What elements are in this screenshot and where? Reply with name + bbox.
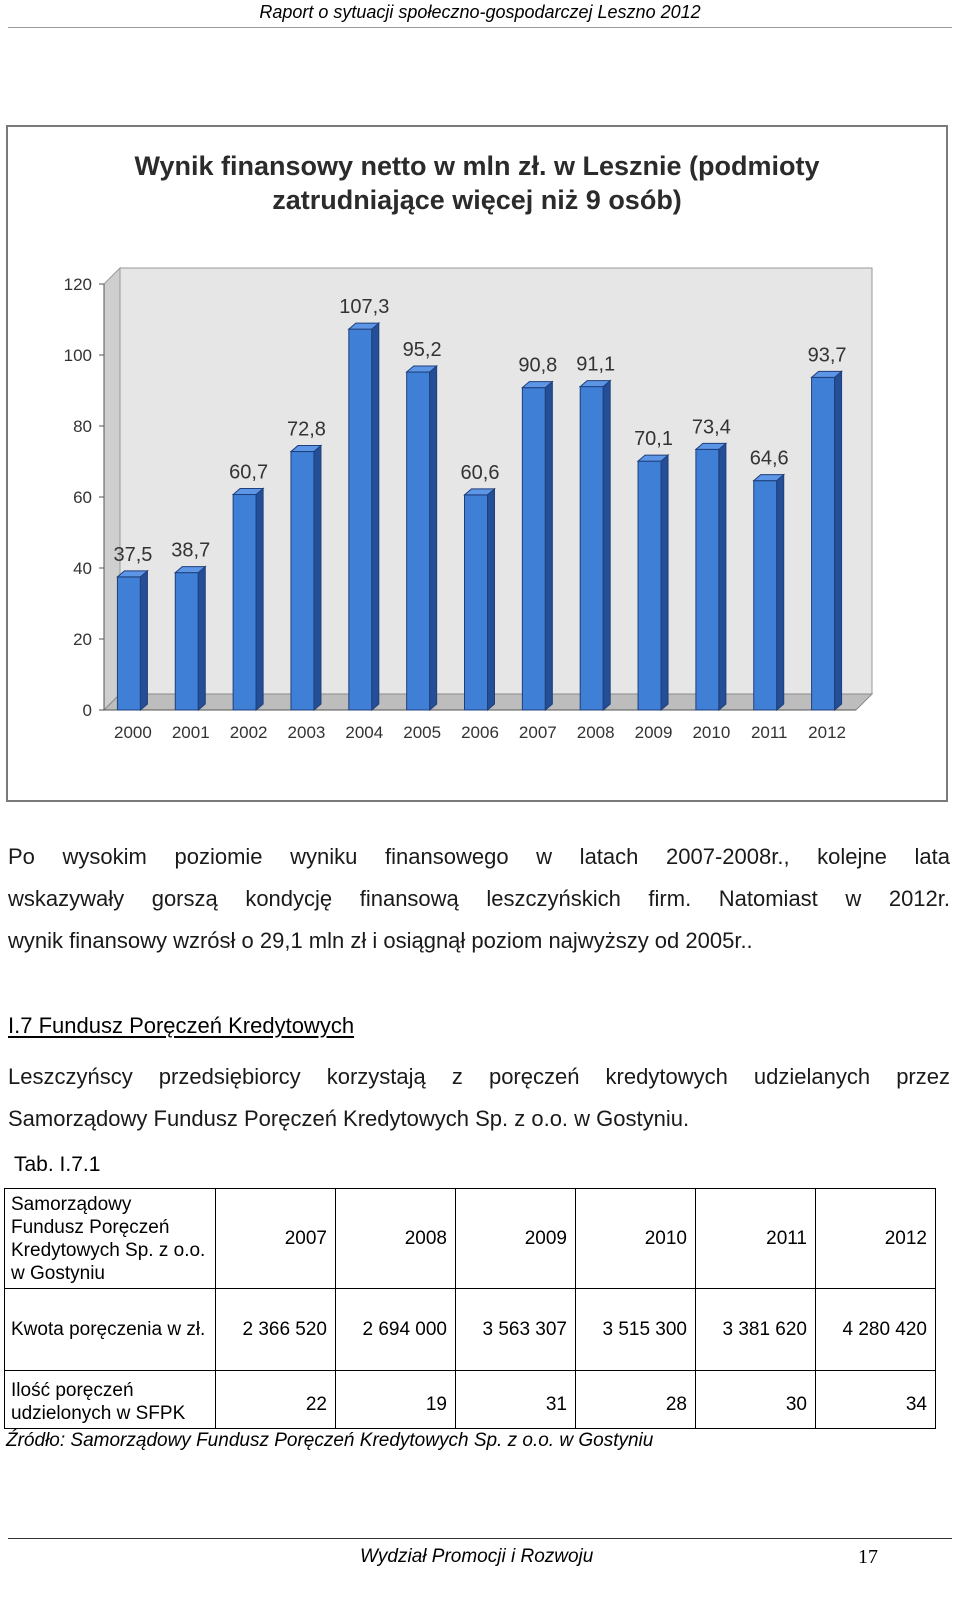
table-cell: 30	[696, 1371, 816, 1429]
x-tick-label: 2004	[345, 723, 384, 742]
table-cell: 2009	[456, 1189, 576, 1289]
footer-rule	[8, 1538, 952, 1539]
footer-department: Wydział Promocji i Rozwoju	[360, 1546, 594, 1567]
bar-side	[430, 366, 437, 710]
y-tick-label: 40	[73, 559, 92, 578]
bar	[522, 388, 545, 710]
x-tick-label: 2012	[808, 723, 846, 742]
chart-title-line-1: Wynik finansowy netto w mln zł. w Lesznie (podmioty	[134, 151, 820, 181]
table-cell: 34	[816, 1371, 936, 1429]
bar-value-label: 91,1	[576, 353, 616, 376]
bar-value-label: 37,5	[113, 543, 153, 566]
bar	[117, 577, 140, 710]
table-caption: Tab. I.7.1	[14, 1153, 101, 1176]
header-rule	[8, 27, 952, 28]
y-tick-label: 20	[73, 630, 92, 649]
bar-value-label: 64,6	[749, 447, 789, 470]
bar	[349, 329, 372, 710]
table-row	[5, 1189, 936, 1289]
table-cell: 3 563 307	[456, 1289, 576, 1371]
bar-value-label: 60,6	[460, 461, 500, 484]
y-tick-label: 60	[73, 488, 92, 507]
bar-side	[545, 382, 552, 710]
x-tick-label: 2007	[518, 723, 557, 742]
bar-side	[372, 323, 379, 710]
table-cell: 2007	[216, 1189, 336, 1289]
table-cell: 3 515 300	[576, 1289, 696, 1371]
bar-side	[140, 571, 147, 710]
bar	[407, 372, 430, 710]
bar	[812, 377, 835, 710]
row-label: Samorządowy Fundusz Poręczeń Kredytowych Sp. z o.o. w Gostyniu	[5, 1189, 216, 1289]
bar	[465, 495, 488, 710]
x-tick-label: 2003	[287, 723, 326, 742]
table-cell: 2011	[696, 1189, 816, 1289]
page-header: Raport o sytuacji społeczno-gospodarczej Leszno 2012	[259, 2, 701, 22]
table-cell: 22	[216, 1371, 336, 1429]
table-cell: 3 381 620	[696, 1289, 816, 1371]
table-cell: 19	[336, 1371, 456, 1429]
bar-value-label: 107,3	[339, 296, 390, 319]
table-cell: 28	[576, 1371, 696, 1429]
bar-value-label: 95,2	[402, 339, 442, 362]
table-row	[5, 1371, 936, 1429]
bar-value-label: 60,7	[229, 461, 269, 484]
table-cell: 4 280 420	[816, 1289, 936, 1371]
bar-side	[777, 475, 784, 710]
paragraph-line: wynik finansowy wzrósł o 29,1 mln zł i osiągnął poziom najwyższy od 2005r..	[8, 928, 753, 953]
bar-side	[256, 489, 263, 710]
x-tick-label: 2000	[114, 723, 152, 742]
bar	[696, 449, 719, 710]
bar	[580, 387, 603, 710]
bar-chart	[8, 127, 946, 800]
table-cell: 31	[456, 1371, 576, 1429]
bar-value-label: 73,4	[691, 416, 731, 439]
paragraph-line: Leszczyńscy przedsiębiorcy korzystają z poręczeń kredytowych udzielanych przez	[8, 1064, 950, 1089]
bar-side	[314, 446, 321, 710]
paragraph-fund	[8, 1056, 950, 1140]
bar-value-label: 90,8	[518, 354, 558, 377]
bar-value-label: 70,1	[634, 428, 674, 451]
bar-side	[198, 567, 205, 710]
bar	[233, 495, 256, 710]
bar-value-label: 72,8	[286, 418, 326, 441]
bar-value-label: 93,7	[807, 344, 847, 367]
chart-frame	[6, 125, 948, 802]
y-tick-label: 120	[63, 275, 92, 294]
x-tick-label: 2002	[229, 723, 268, 742]
x-tick-label: 2011	[750, 723, 788, 742]
paragraph-line: wskazywały gorszą kondycję finansową leszczyńskich firm. Natomiast w 2012r.	[8, 886, 950, 911]
bar	[175, 573, 198, 710]
chart-title-line-2: zatrudniające więcej niż 9 osób)	[272, 185, 682, 215]
section-heading: I.7 Fundusz Poręczeń Kredytowych	[8, 1013, 355, 1038]
table-cell: 2012	[816, 1189, 936, 1289]
page-number: 17	[858, 1546, 878, 1568]
row-label: Ilość poręczeń udzielonych w SFPK	[5, 1371, 216, 1429]
x-tick-label: 2010	[692, 723, 731, 742]
bar-side	[661, 455, 668, 710]
x-tick-label: 2006	[461, 723, 499, 742]
table-source: Źródło: Samorządowy Fundusz Poręczeń Kredytowych Sp. z o.o. w Gostyniu	[6, 1430, 654, 1451]
x-tick-label: 2009	[634, 723, 673, 742]
table-cell: 2 694 000	[336, 1289, 456, 1371]
x-tick-label: 2001	[171, 723, 210, 742]
paragraph-line: Po wysokim poziomie wyniku finansowego w latach 2007-2008r., kolejne lata	[8, 844, 950, 869]
bar-side	[719, 443, 726, 710]
y-tick-label: 80	[73, 417, 92, 436]
bar-side	[488, 489, 495, 710]
bar	[291, 452, 314, 710]
y-tick-label: 100	[63, 346, 92, 365]
table-cell: 2 366 520	[216, 1289, 336, 1371]
table-cell: 2008	[336, 1189, 456, 1289]
guarantee-table	[4, 1188, 936, 1429]
y-tick-label: 0	[82, 701, 92, 720]
bar-side	[835, 371, 842, 710]
paragraph-results	[8, 836, 950, 962]
bar-side	[603, 381, 610, 710]
table-row	[5, 1289, 936, 1371]
table-cell: 2010	[576, 1189, 696, 1289]
paragraph-line: Samorządowy Fundusz Poręczeń Kredytowych Sp. z o.o. w Gostyniu.	[8, 1106, 690, 1131]
x-tick-label: 2005	[403, 723, 442, 742]
bar	[638, 461, 661, 710]
x-tick-label: 2008	[576, 723, 615, 742]
bar-value-label: 38,7	[171, 539, 211, 562]
row-label: Kwota poręczenia w zł.	[5, 1289, 216, 1371]
bar	[754, 481, 777, 710]
